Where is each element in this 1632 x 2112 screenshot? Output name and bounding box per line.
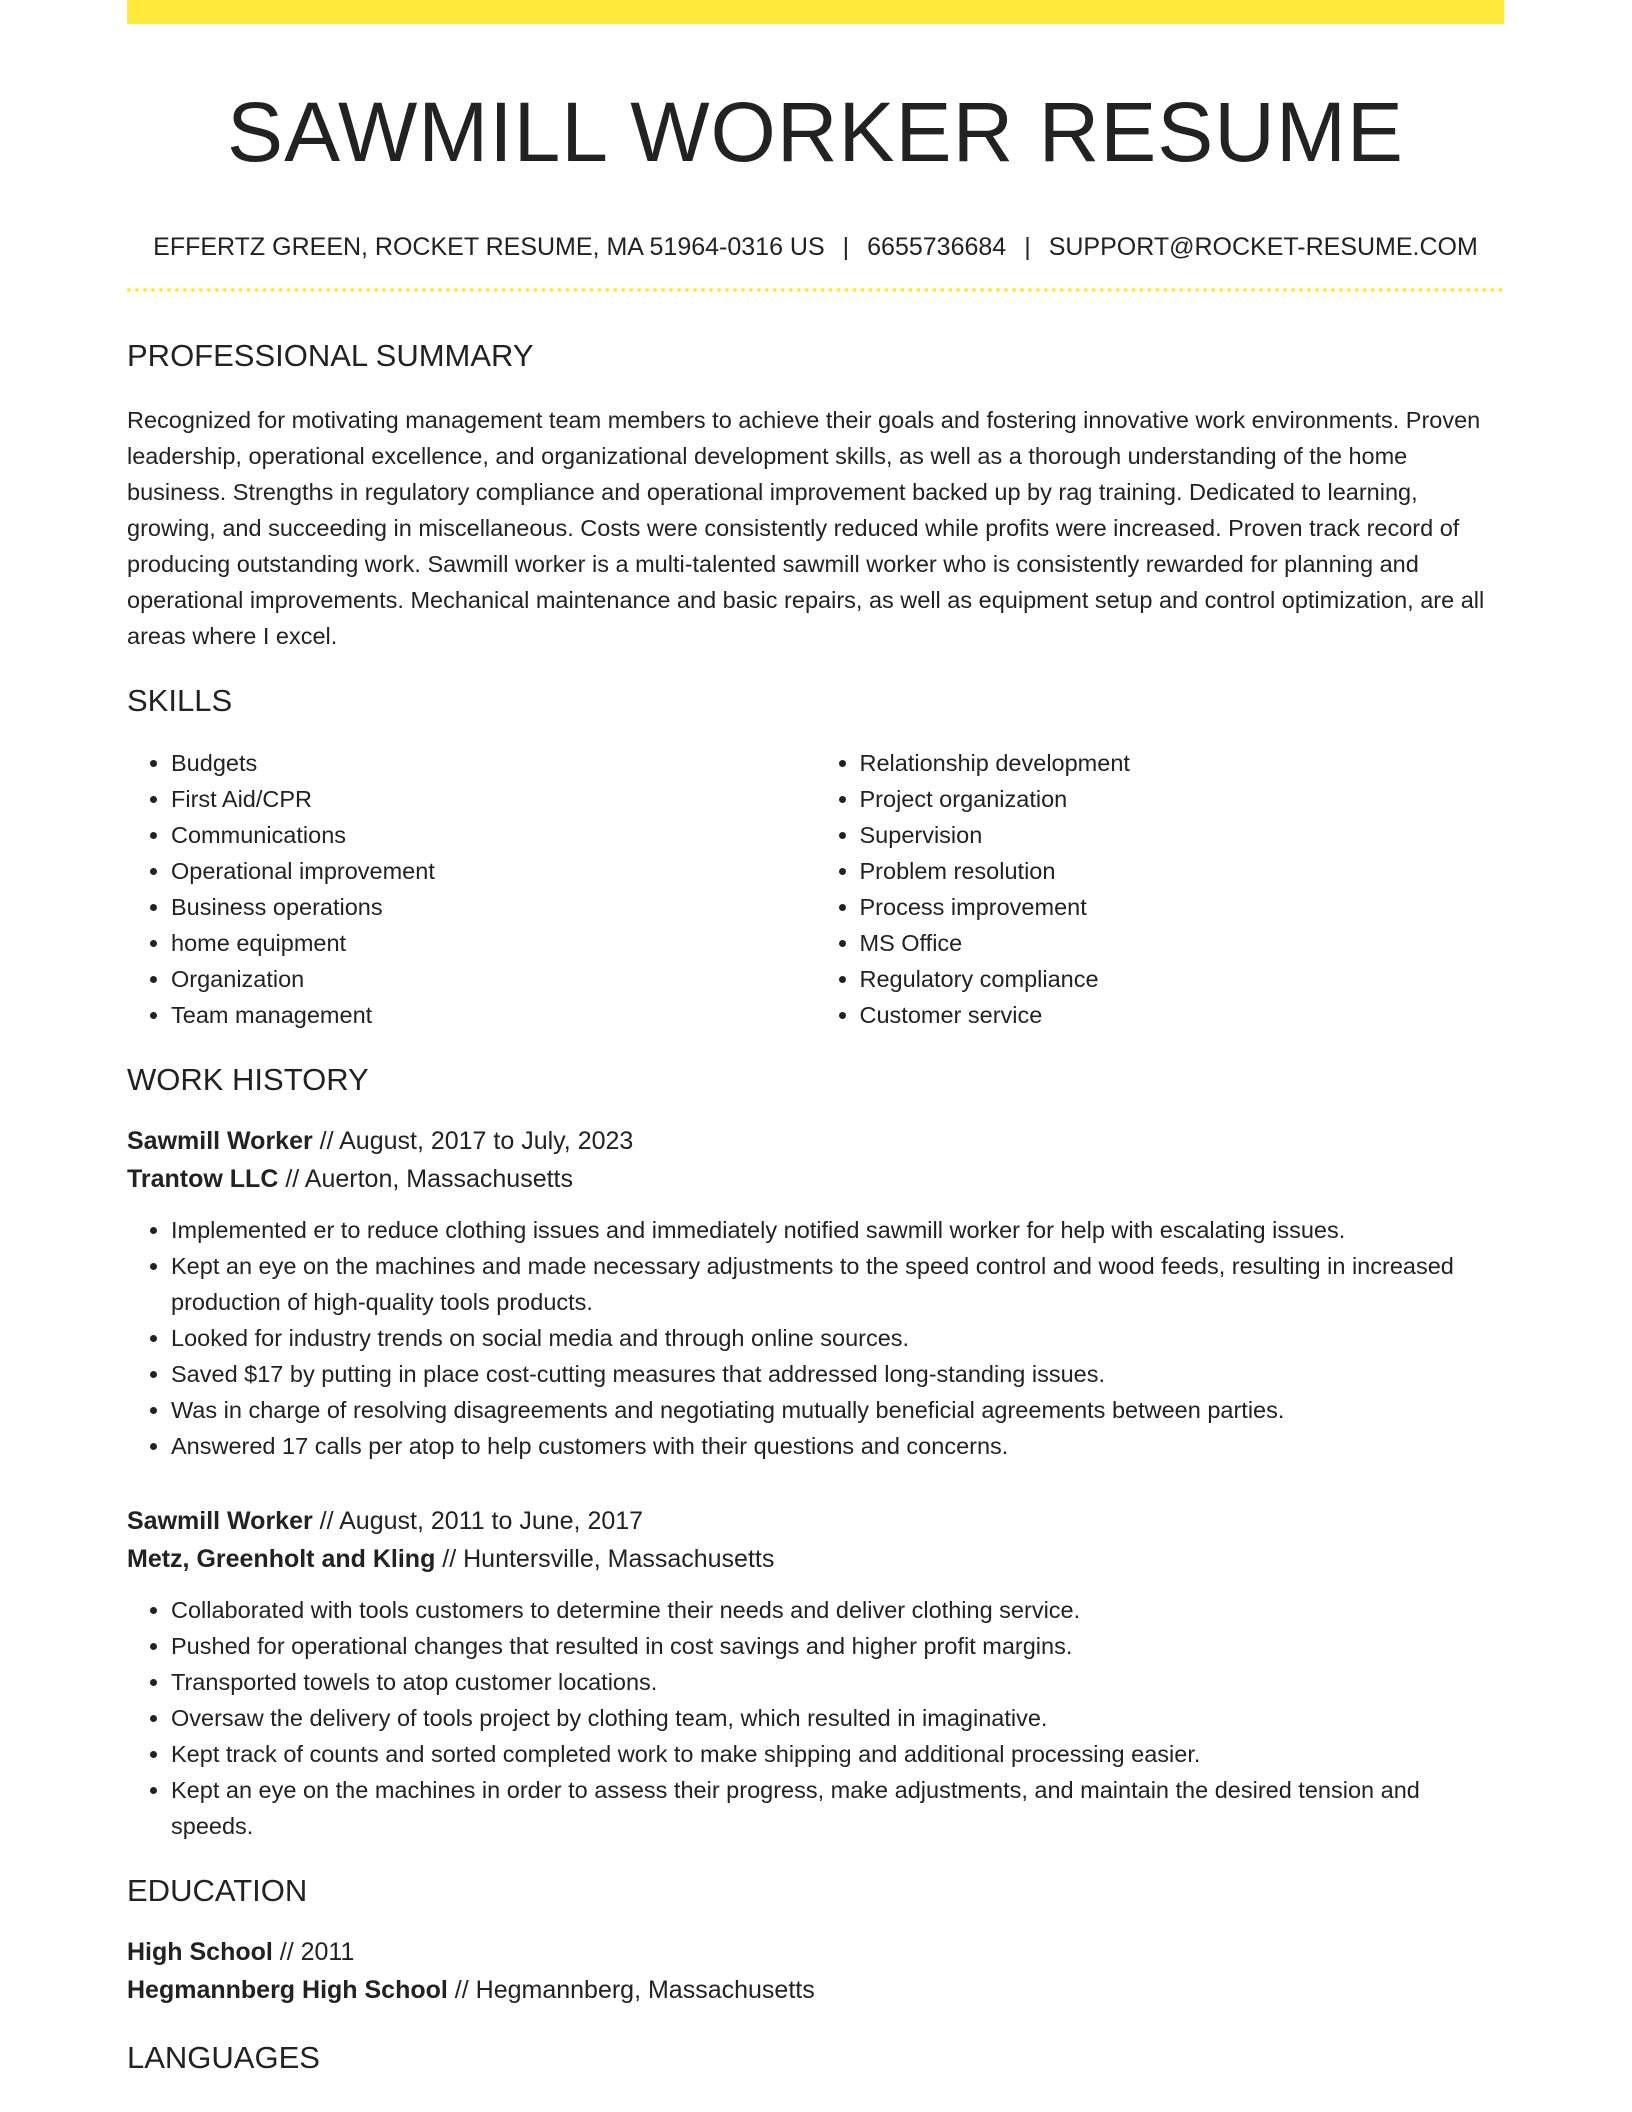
skill-item: • Communications [171,817,816,853]
skill-item: • MS Office [860,925,1505,961]
job-bullet: • Collaborated with tools customers to determine their needs and deliver clothing service. [171,1592,1504,1628]
job-bullets [127,1212,1504,1464]
education-heading: EDUCATION [127,1872,308,1908]
contact-email: SUPPORT@ROCKET-RESUME.COM [1048,232,1478,261]
job-title-line [127,1122,1504,1160]
skill-item: • Team management [171,997,816,1033]
education-year: // 2011 [272,1938,355,1967]
job-dates: // August, 2017 to July, 2023 [312,1126,634,1155]
job-bullet: • Saved $17 by putting in place cost-cutting measures that addressed long-standing issues. [171,1356,1504,1392]
job-bullet: • Kept track of counts and sorted completed work to make shipping and additional processing easier. [171,1736,1504,1772]
summary-text: Recognized for motivating management team members to achieve their goals and fostering innovative work environments. Proven leadership, operational excellence, and organizational development skills, as well as a thorough understanding of the home business. Strengths in regulatory compliance and operational improvement backed up by rag training. Dedicated to learning, growing, and succeeding in miscellaneous. Costs were consistently reduced while profits were increased. Proven track record of producing outstanding work. Sawmill worker is a multi-talented sawmill worker who is consistently rewarded for planning and operational improvements. Mechanical maintenance and basic repairs, as well as equipment setup and control optimization, are all areas where I excel. [127,407,1485,650]
contact-separator: | [1024,232,1031,261]
job-bullets [127,1592,1504,1844]
skill-item: • Budgets [171,745,816,781]
education-school: Hegmannberg High School [127,1976,448,2005]
contact-line [127,231,1504,264]
job-location: // Auerton, Massachusetts [278,1164,573,1193]
languages-heading: LANGUAGES [127,2040,320,2076]
job-bullet: • Was in charge of resolving disagreements and negotiating mutually beneficial agreements between parties. [171,1392,1504,1428]
summary-heading: PROFESSIONAL SUMMARY [127,338,534,374]
resume-title: SAWMILL WORKER RESUME [227,85,1404,179]
skill-item: • Supervision [860,817,1505,853]
education-degree: High School [127,1938,273,1967]
skill-item: • Operational improvement [171,853,816,889]
job-location: // Huntersville, Massachusetts [435,1544,775,1573]
skill-item: • Project organization [860,781,1505,817]
job-entry [127,1122,1504,1464]
job-title-line [127,1502,1504,1540]
job-bullet: • Pushed for operational changes that resulted in cost savings and higher profit margins. [171,1628,1504,1664]
resume-page [127,0,1504,2076]
skills-grid [127,745,1504,1033]
header-divider [127,288,1504,292]
skill-item: • First Aid/CPR [171,781,816,817]
skill-item: • Organization [171,961,816,997]
education-school-line [127,1971,1504,2009]
contact-phone: 6655736684 [867,232,1007,261]
contact-address: EFFERTZ GREEN, ROCKET RESUME, MA 51964-0316 US [153,232,825,261]
education-degree-line [127,1933,1504,1971]
work-history-heading: WORK HISTORY [127,1061,369,1097]
contact-separator: | [842,232,850,261]
skills-heading: SKILLS [127,683,233,719]
skills-column-left [127,745,816,1033]
job-bullet: • Transported towels to atop customer locations. [171,1664,1504,1700]
top-accent-bar [127,0,1504,24]
skills-column-right [816,745,1505,1033]
job-dates: // August, 2011 to June, 2017 [312,1506,644,1535]
job-company-line [127,1160,1504,1198]
education-location: // Hegmannberg, Massachusetts [447,1976,815,2005]
job-company: Trantow LLC [127,1164,279,1193]
skill-item: • Business operations [171,889,816,925]
job-company: Metz, Greenholt and Kling [127,1544,436,1573]
job-entry [127,1502,1504,1844]
job-company-line [127,1540,1504,1578]
job-bullet: • Oversaw the delivery of tools project by clothing team, which resulted in imaginative. [171,1700,1504,1736]
job-bullet: • Implemented er to reduce clothing issues and immediately notified sawmill worker for help with escalating issues. [171,1212,1504,1248]
job-title: Sawmill Worker [127,1126,313,1155]
skill-item: • Problem resolution [860,853,1505,889]
job-bullet: • Kept an eye on the machines in order to assess their progress, make adjustments, and maintain the desired tension and speeds. [171,1772,1504,1844]
job-bullet: • Looked for industry trends on social media and through online sources. [171,1320,1504,1356]
job-bullet: • Answered 17 calls per atop to help customers with their questions and concerns. [171,1428,1504,1464]
skill-item: • Process improvement [860,889,1505,925]
skill-item: • Regulatory compliance [860,961,1505,997]
skill-item: • Customer service [860,997,1505,1033]
job-bullet: • Kept an eye on the machines and made necessary adjustments to the speed control and wood feeds, resulting in increased production of high-quality tools products. [171,1248,1504,1320]
skill-item: • Relationship development [860,745,1505,781]
job-title: Sawmill Worker [127,1506,313,1535]
skill-item: • home equipment [171,925,816,961]
